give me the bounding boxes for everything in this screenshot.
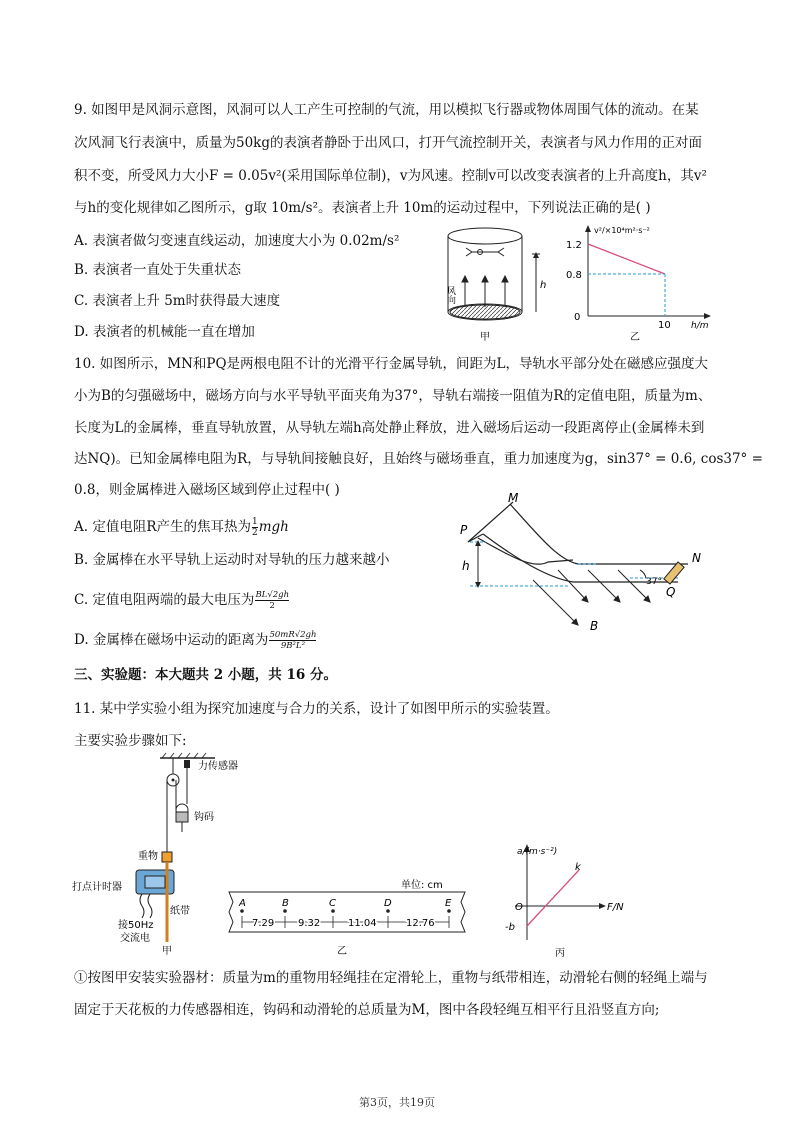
bing-k: k [575, 862, 581, 873]
bing-line [527, 870, 579, 926]
label-h: h [462, 559, 470, 573]
pt-A: A [239, 898, 246, 909]
timer-label: 打点计时器 [72, 882, 122, 893]
q11-figure-jia [70, 752, 250, 957]
q9-line1: 9. 如图甲是风洞示意图，风洞可以人工产生可控制的气流，用以模拟飞行器或物体周围气体的流动。在某 [74, 102, 699, 118]
bing-b: -b [505, 922, 515, 933]
q10-option-b: B. 金属棒在水平导轨上运动时对导轨的压力越来越小 [74, 552, 390, 568]
gap-BC: 9.32 [298, 918, 321, 929]
performer-icon [466, 248, 504, 256]
q10-line5: 0.8，则金属棒进入磁场区域到停止过程中( ) [74, 482, 340, 498]
q10-a-fraction: $\frac{1}{2}$ [252, 517, 258, 538]
q11-step1-line2: 固定于天花板的力传感器相连，钩码和动滑轮的总质量为M，图中各段轻绳互相平行且沿竖直方向; [74, 1002, 660, 1018]
pt-B: B [282, 898, 289, 909]
label-Q: Q [666, 585, 676, 599]
yi-x1: 10 [658, 320, 671, 331]
q9-option-d: D. 表演者的机械能一直在增加 [74, 324, 255, 340]
q10-option-c: C. 定值电阻两端的最大电压为 $\frac{BL√2gh}{2}$ [74, 590, 290, 611]
pt-E: E [445, 898, 452, 909]
q10-figure [448, 490, 708, 640]
q9-line4: 与h的变化规律如乙图所示，g取 10m/s²。表演者上升 10m的运动过程中，下列说法正确的是( ) [74, 200, 651, 216]
power-label-2: 交流电 [120, 933, 150, 944]
force-sensor-icon [184, 760, 190, 768]
q9-figure-yi [558, 222, 718, 346]
yi-label-11: 乙 [337, 946, 347, 957]
q9-option-a: A. 表演者做匀变速直线运动，加速度大小为 0.02m/s² [74, 233, 400, 249]
pt-C: C [329, 898, 336, 909]
q10-d-fraction: $\frac{50mR√2gh}{\text{9B²L²}}$ [269, 630, 317, 651]
bing-O: O [515, 902, 523, 913]
q11-line1: 11. 某中学实验小组为探究加速度与合力的关系，设计了如图甲所示的实验装置。 [74, 701, 559, 717]
gap-DE: 12.76 [406, 918, 435, 929]
wind-label: 风向 [445, 286, 455, 304]
page-footer: 第3页，共19页 [359, 1096, 435, 1109]
q10-option-d: D. 金属棒在磁场中运动的距离为 $\frac{50mR√2gh}{\text{9B²L²}}$ [74, 630, 317, 651]
yi-ylabel: v²/×10⁴m²·s⁻² [594, 226, 650, 235]
yi-line [588, 244, 665, 274]
q9-figure-jia [440, 222, 555, 346]
q10-line3: 长度为L的金属棒，垂直导轨放置，从导轨左端h高处静止释放，进入磁场后运动一段距离停止(金属棒未到 [74, 420, 705, 436]
q11-figure-yi [225, 876, 473, 958]
yi-xlabel: h/m [691, 321, 709, 331]
power-label-1: 接50Hz [118, 920, 154, 931]
bing-xlabel: F/N [607, 902, 624, 913]
heavy-object-icon [162, 852, 172, 862]
q10-option-a: A. 定值电阻R产生的焦耳热为 $\frac{1}{2}$ mgh [74, 517, 289, 538]
q10-line2: 小为B的匀强磁场中，磁场方向与水平导轨平面夹角为37°，导轨右端接一阻值为R的定值电阻，质量为m、 [74, 388, 712, 404]
bing-ylabel: a/(m·s⁻²) [517, 847, 558, 857]
sensor-label: 力传感器 [198, 761, 238, 772]
q9-option-b: B. 表演者一直处于失重状态 [74, 262, 242, 278]
weight-label: 钩码 [194, 812, 214, 823]
label-N: N [692, 551, 701, 565]
yi-origin: 0 [574, 312, 581, 323]
label-B: B [590, 619, 599, 633]
q10-line4: 达NQ)。已知金属棒电阻为R，与导轨间接触良好，且始终与磁场垂直，重力加速度为g，sin37° = 0.6, cos37° = [74, 451, 763, 467]
bing-label: 丙 [555, 948, 565, 958]
heavy-label: 重物 [138, 851, 158, 862]
tape-label: 纸带 [170, 906, 190, 917]
q9-line3: 积不变，所受风力大小F = 0.05v²(采用国际单位制)，v为风速。控制v可以改变表演者的上升高度h，其v² [74, 168, 707, 184]
label-angle: 37° [646, 577, 662, 587]
section-3-title: 三、实验题：本大题共 2 小题，共 16 分。 [74, 667, 337, 683]
q9-line2: 次风洞飞行表演中，质量为50kg的表演者静卧于出风口，打开气流控制开关，表演者与风力作用的正对面 [74, 135, 702, 151]
q11-line2: 主要实验步骤如下: [74, 733, 187, 749]
gap-CD: 11.04 [348, 918, 377, 929]
jia-label: 甲 [480, 332, 490, 343]
q10-c-fraction: $\frac{BL√2gh}{2}$ [255, 590, 290, 611]
label-P: P [460, 523, 468, 537]
q10-line1: 10. 如图所示，MN和PQ是两根电阻不计的光滑平行金属导轨，间距为L，导轨水平部分处在磁感应强度大 [74, 356, 709, 372]
pt-D: D [384, 898, 392, 909]
gap-AB: 7.29 [252, 918, 275, 929]
hook-weight-icon [176, 812, 188, 822]
tape-unit: 单位: cm [401, 880, 443, 891]
yi-y1: 1.2 [566, 240, 582, 251]
yi-y2: 0.8 [566, 270, 582, 281]
yi-label: 乙 [630, 332, 640, 343]
jia-label-11: 甲 [162, 946, 172, 957]
q9-option-c: C. 表演者上升 5m时获得最大速度 [74, 293, 281, 309]
q11-figure-bing [495, 840, 645, 958]
q11-step1-line1: ①按图甲安装实验器材：质量为m的重物用轻绳挂在定滑轮上，重物与纸带相连，动滑轮右侧的轻绳上端与 [74, 970, 708, 986]
jia-h-label: h [540, 280, 547, 291]
label-M: M [508, 491, 519, 505]
